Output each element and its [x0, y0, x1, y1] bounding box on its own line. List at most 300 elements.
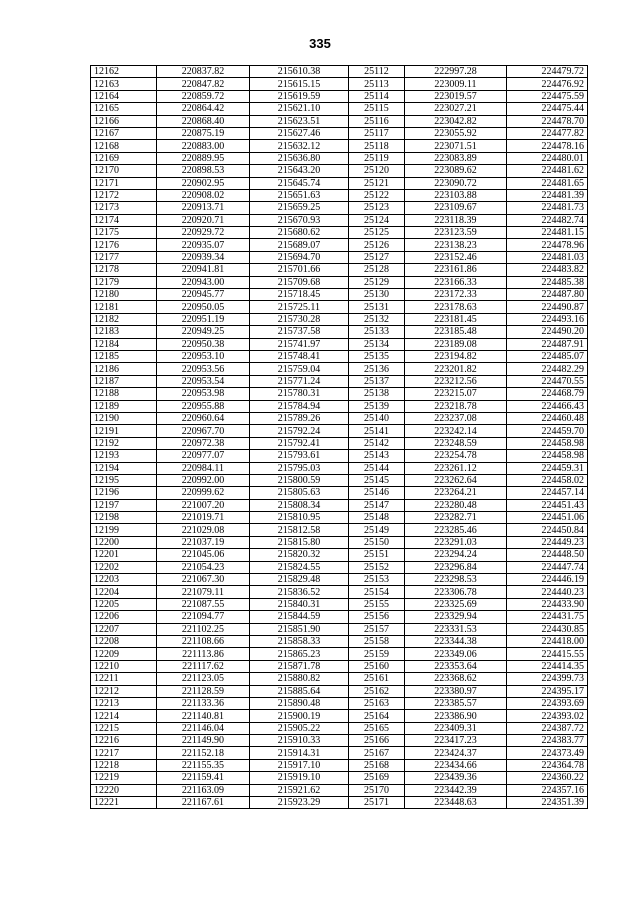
table-cell: 221079.11 [157, 586, 250, 598]
table-cell: 25112 [349, 66, 405, 78]
table-cell: 223166.33 [405, 276, 507, 288]
table-cell: 220889.95 [157, 152, 250, 164]
table-cell: 224475.59 [507, 90, 588, 102]
table-cell: 12213 [91, 697, 157, 709]
table-row [91, 264, 588, 276]
table-row [91, 685, 588, 697]
table-cell: 220935.07 [157, 239, 250, 251]
table-cell: 223434.66 [405, 759, 507, 771]
table-cell: 224460.48 [507, 412, 588, 424]
table-cell: 12167 [91, 127, 157, 139]
table-cell: 25138 [349, 388, 405, 400]
table-body [91, 66, 588, 809]
table-row [91, 648, 588, 660]
table-cell: 224481.15 [507, 227, 588, 239]
table-row [91, 90, 588, 102]
table-cell: 224448.50 [507, 549, 588, 561]
table-cell: 25141 [349, 425, 405, 437]
table-cell: 215793.61 [250, 450, 349, 462]
table-row [91, 487, 588, 499]
coordinate-table [90, 65, 588, 809]
table-cell: 25146 [349, 487, 405, 499]
table-cell: 223027.21 [405, 103, 507, 115]
table-cell: 220999.62 [157, 487, 250, 499]
table-row [91, 78, 588, 90]
table-cell: 224487.91 [507, 338, 588, 350]
table-cell: 220950.05 [157, 301, 250, 313]
table-cell: 215789.26 [250, 412, 349, 424]
table-cell: 224476.92 [507, 78, 588, 90]
table-cell: 215836.52 [250, 586, 349, 598]
table-cell: 215808.34 [250, 499, 349, 511]
table-row [91, 623, 588, 635]
table-cell: 223262.64 [405, 474, 507, 486]
table-cell: 223248.59 [405, 437, 507, 449]
table-cell: 25162 [349, 685, 405, 697]
table-cell: 25117 [349, 127, 405, 139]
table-cell: 220898.53 [157, 165, 250, 177]
table-row [91, 710, 588, 722]
table-cell: 223368.62 [405, 673, 507, 685]
table-cell: 223089.62 [405, 165, 507, 177]
table-cell: 224459.31 [507, 462, 588, 474]
table-cell: 223009.11 [405, 78, 507, 90]
table-cell: 25142 [349, 437, 405, 449]
table-cell: 221167.61 [157, 797, 250, 809]
table-cell: 220929.72 [157, 227, 250, 239]
table-cell: 12207 [91, 623, 157, 635]
table-cell: 220972.38 [157, 437, 250, 449]
table-row [91, 338, 588, 350]
table-row [91, 660, 588, 672]
table-cell: 215621.10 [250, 103, 349, 115]
table-cell: 25170 [349, 784, 405, 796]
table-cell: 223083.89 [405, 152, 507, 164]
table-cell: 224470.55 [507, 375, 588, 387]
table-cell: 224446.19 [507, 574, 588, 586]
table-cell: 12214 [91, 710, 157, 722]
table-cell: 215844.59 [250, 611, 349, 623]
table-cell: 12168 [91, 140, 157, 152]
table-cell: 25149 [349, 524, 405, 536]
table-cell: 25136 [349, 363, 405, 375]
table-row [91, 350, 588, 362]
table-cell: 224490.20 [507, 326, 588, 338]
table-cell: 224458.98 [507, 450, 588, 462]
table-cell: 221037.19 [157, 536, 250, 548]
table-row [91, 611, 588, 623]
table-cell: 220859.72 [157, 90, 250, 102]
table-cell: 215709.68 [250, 276, 349, 288]
table-cell: 224364.78 [507, 759, 588, 771]
table-cell: 215800.59 [250, 474, 349, 486]
table-cell: 220883.00 [157, 140, 250, 152]
table-cell: 224440.23 [507, 586, 588, 598]
table-row [91, 375, 588, 387]
table-row [91, 784, 588, 796]
table-cell: 223178.63 [405, 301, 507, 313]
table-cell: 215820.32 [250, 549, 349, 561]
table-cell: 223353.64 [405, 660, 507, 672]
table-cell: 224458.02 [507, 474, 588, 486]
table-cell: 220902.95 [157, 177, 250, 189]
table-cell: 12173 [91, 202, 157, 214]
table-cell: 221029.08 [157, 524, 250, 536]
table-cell: 221007.20 [157, 499, 250, 511]
table-cell: 224487.80 [507, 289, 588, 301]
table-cell: 25168 [349, 759, 405, 771]
table-row [91, 103, 588, 115]
table-cell: 224393.69 [507, 697, 588, 709]
table-cell: 25147 [349, 499, 405, 511]
table-cell: 215780.31 [250, 388, 349, 400]
table-row [91, 574, 588, 586]
table-cell: 223071.51 [405, 140, 507, 152]
table-cell: 12202 [91, 561, 157, 573]
table-cell: 215840.31 [250, 598, 349, 610]
table-cell: 223189.08 [405, 338, 507, 350]
table-cell: 215815.80 [250, 536, 349, 548]
table-cell: 221123.05 [157, 673, 250, 685]
table-cell: 215701.66 [250, 264, 349, 276]
table-cell: 12220 [91, 784, 157, 796]
table-cell: 25154 [349, 586, 405, 598]
table-cell: 220939.34 [157, 251, 250, 263]
table-cell: 221133.36 [157, 697, 250, 709]
table-cell: 223294.24 [405, 549, 507, 561]
table-cell: 220837.82 [157, 66, 250, 78]
table-cell: 223103.88 [405, 189, 507, 201]
table-cell: 223448.63 [405, 797, 507, 809]
table-cell: 12184 [91, 338, 157, 350]
table-cell: 215914.31 [250, 747, 349, 759]
table-cell: 224418.00 [507, 635, 588, 647]
table-cell: 25156 [349, 611, 405, 623]
table-cell: 223261.12 [405, 462, 507, 474]
table-cell: 224478.96 [507, 239, 588, 251]
table-cell: 215921.62 [250, 784, 349, 796]
table-row [91, 797, 588, 809]
table-cell: 25159 [349, 648, 405, 660]
table-cell: 224481.03 [507, 251, 588, 263]
table-cell: 25118 [349, 140, 405, 152]
table-cell: 220992.00 [157, 474, 250, 486]
table-cell: 25134 [349, 338, 405, 350]
table-cell: 215858.33 [250, 635, 349, 647]
table-cell: 220967.70 [157, 425, 250, 437]
table-cell: 215792.24 [250, 425, 349, 437]
table-cell: 25139 [349, 400, 405, 412]
table-cell: 223306.78 [405, 586, 507, 598]
table-cell: 224478.70 [507, 115, 588, 127]
table-cell: 224360.22 [507, 772, 588, 784]
table-cell: 25137 [349, 375, 405, 387]
table-cell: 223264.21 [405, 487, 507, 499]
table-cell: 25165 [349, 722, 405, 734]
table-cell: 215689.07 [250, 239, 349, 251]
table-cell: 220953.10 [157, 350, 250, 362]
table-cell: 25125 [349, 227, 405, 239]
table-row [91, 425, 588, 437]
table-cell: 224490.87 [507, 301, 588, 313]
table-row [91, 474, 588, 486]
table-cell: 12172 [91, 189, 157, 201]
table-cell: 25171 [349, 797, 405, 809]
table-cell: 224415.55 [507, 648, 588, 660]
table-cell: 221146.04 [157, 722, 250, 734]
table-cell: 25128 [349, 264, 405, 276]
table-cell: 215659.25 [250, 202, 349, 214]
table-cell: 12178 [91, 264, 157, 276]
table-cell: 223291.03 [405, 536, 507, 548]
table-cell: 224451.43 [507, 499, 588, 511]
table-cell: 215645.74 [250, 177, 349, 189]
table-cell: 25123 [349, 202, 405, 214]
table-cell: 25115 [349, 103, 405, 115]
table-cell: 221117.62 [157, 660, 250, 672]
table-row [91, 437, 588, 449]
table-cell: 224485.07 [507, 350, 588, 362]
table-cell: 221045.06 [157, 549, 250, 561]
table-cell: 223090.72 [405, 177, 507, 189]
table-cell: 224351.39 [507, 797, 588, 809]
table-cell: 25150 [349, 536, 405, 548]
table-cell: 223424.37 [405, 747, 507, 759]
table-cell: 224451.06 [507, 512, 588, 524]
table-cell: 25153 [349, 574, 405, 586]
table-row [91, 598, 588, 610]
table-cell: 25163 [349, 697, 405, 709]
table-cell: 12211 [91, 673, 157, 685]
table-row [91, 276, 588, 288]
table-cell: 221067.30 [157, 574, 250, 586]
table-cell: 25116 [349, 115, 405, 127]
table-cell: 221152.18 [157, 747, 250, 759]
table-row [91, 512, 588, 524]
table-row [91, 388, 588, 400]
table-row [91, 66, 588, 78]
table-cell: 224481.65 [507, 177, 588, 189]
table-cell: 215610.38 [250, 66, 349, 78]
table-cell: 223042.82 [405, 115, 507, 127]
table-cell: 25140 [349, 412, 405, 424]
table-row [91, 115, 588, 127]
table-cell: 220868.40 [157, 115, 250, 127]
table-cell: 223242.14 [405, 425, 507, 437]
table-cell: 215880.82 [250, 673, 349, 685]
table-cell: 224468.79 [507, 388, 588, 400]
table-row [91, 722, 588, 734]
table-cell: 12190 [91, 412, 157, 424]
table-cell: 12174 [91, 214, 157, 226]
table-cell: 223138.23 [405, 239, 507, 251]
table-cell: 12219 [91, 772, 157, 784]
table-cell: 223123.59 [405, 227, 507, 239]
table-cell: 221094.77 [157, 611, 250, 623]
table-cell: 215718.45 [250, 289, 349, 301]
table-cell: 223325.69 [405, 598, 507, 610]
table-cell: 220941.81 [157, 264, 250, 276]
table-cell: 215829.48 [250, 574, 349, 586]
table-cell: 25152 [349, 561, 405, 573]
table-cell: 12204 [91, 586, 157, 598]
table-cell: 220960.64 [157, 412, 250, 424]
table-row [91, 127, 588, 139]
table-cell: 215680.62 [250, 227, 349, 239]
table-cell: 215748.41 [250, 350, 349, 362]
table-cell: 25119 [349, 152, 405, 164]
table-cell: 223215.07 [405, 388, 507, 400]
table-cell: 223296.84 [405, 561, 507, 573]
table-cell: 215619.59 [250, 90, 349, 102]
table-cell: 223055.92 [405, 127, 507, 139]
table-cell: 215730.28 [250, 313, 349, 325]
table-cell: 12180 [91, 289, 157, 301]
table-cell: 224447.74 [507, 561, 588, 573]
table-row [91, 499, 588, 511]
table-cell: 215900.19 [250, 710, 349, 722]
table-cell: 25161 [349, 673, 405, 685]
table-cell: 215917.10 [250, 759, 349, 771]
table-cell: 223442.39 [405, 784, 507, 796]
table-cell: 215851.90 [250, 623, 349, 635]
table-cell: 25151 [349, 549, 405, 561]
table-cell: 220977.07 [157, 450, 250, 462]
table-cell: 12181 [91, 301, 157, 313]
table-cell: 224387.72 [507, 722, 588, 734]
table-cell: 12179 [91, 276, 157, 288]
table-cell: 223254.78 [405, 450, 507, 462]
table-cell: 12164 [91, 90, 157, 102]
table-cell: 12186 [91, 363, 157, 375]
table-cell: 220953.54 [157, 375, 250, 387]
table-row [91, 697, 588, 709]
table-cell: 224493.16 [507, 313, 588, 325]
table-cell: 12177 [91, 251, 157, 263]
table-cell: 25120 [349, 165, 405, 177]
table-cell: 25169 [349, 772, 405, 784]
table-cell: 12217 [91, 747, 157, 759]
table-cell: 223152.46 [405, 251, 507, 263]
table-cell: 12183 [91, 326, 157, 338]
table-cell: 215810.95 [250, 512, 349, 524]
table-cell: 25158 [349, 635, 405, 647]
table-row [91, 214, 588, 226]
table-cell: 224481.73 [507, 202, 588, 214]
table-cell: 223439.36 [405, 772, 507, 784]
table-row [91, 227, 588, 239]
table-cell: 221155.35 [157, 759, 250, 771]
table-cell: 12197 [91, 499, 157, 511]
table-cell: 215670.93 [250, 214, 349, 226]
table-cell: 12218 [91, 759, 157, 771]
table-cell: 224414.35 [507, 660, 588, 672]
table-cell: 224433.90 [507, 598, 588, 610]
table-cell: 223212.56 [405, 375, 507, 387]
table-row [91, 289, 588, 301]
table-cell: 215923.29 [250, 797, 349, 809]
table-cell: 215885.64 [250, 685, 349, 697]
table-row [91, 524, 588, 536]
table-row [91, 152, 588, 164]
table-cell: 25114 [349, 90, 405, 102]
table-cell: 223218.78 [405, 400, 507, 412]
table-cell: 12215 [91, 722, 157, 734]
table-cell: 221102.25 [157, 623, 250, 635]
table-cell: 223201.82 [405, 363, 507, 375]
table-cell: 224430.85 [507, 623, 588, 635]
table-cell: 223285.46 [405, 524, 507, 536]
table-cell: 224399.73 [507, 673, 588, 685]
table-cell: 12176 [91, 239, 157, 251]
table-cell: 215651.63 [250, 189, 349, 201]
table-cell: 215694.70 [250, 251, 349, 263]
table-cell: 12200 [91, 536, 157, 548]
table-cell: 222997.28 [405, 66, 507, 78]
table-row [91, 301, 588, 313]
table-cell: 220950.38 [157, 338, 250, 350]
table-cell: 221140.81 [157, 710, 250, 722]
table-cell: 224373.49 [507, 747, 588, 759]
table-cell: 223380.97 [405, 685, 507, 697]
table-cell: 25148 [349, 512, 405, 524]
table-cell: 12193 [91, 450, 157, 462]
table-cell: 215792.41 [250, 437, 349, 449]
table-cell: 25166 [349, 735, 405, 747]
table-row [91, 363, 588, 375]
table-cell: 224395.17 [507, 685, 588, 697]
table-cell: 25132 [349, 313, 405, 325]
table-cell: 215871.78 [250, 660, 349, 672]
table-cell: 12165 [91, 103, 157, 115]
table-cell: 25157 [349, 623, 405, 635]
table-cell: 224479.72 [507, 66, 588, 78]
table-row [91, 772, 588, 784]
table-cell: 224480.01 [507, 152, 588, 164]
table-cell: 224477.82 [507, 127, 588, 139]
table-cell: 220875.19 [157, 127, 250, 139]
table-row [91, 759, 588, 771]
table-cell: 224357.16 [507, 784, 588, 796]
table-cell: 221163.09 [157, 784, 250, 796]
table-cell: 223019.57 [405, 90, 507, 102]
table-row [91, 673, 588, 685]
table-cell: 223409.31 [405, 722, 507, 734]
table-cell: 224483.82 [507, 264, 588, 276]
table-cell: 223185.48 [405, 326, 507, 338]
table-cell: 215824.55 [250, 561, 349, 573]
table-cell: 224450.84 [507, 524, 588, 536]
table-cell: 224458.98 [507, 437, 588, 449]
table-cell: 25113 [349, 78, 405, 90]
table-cell: 25155 [349, 598, 405, 610]
table-row [91, 412, 588, 424]
table-cell: 12199 [91, 524, 157, 536]
table-row [91, 536, 588, 548]
table-cell: 223282.71 [405, 512, 507, 524]
table-cell: 224475.44 [507, 103, 588, 115]
table-cell: 25167 [349, 747, 405, 759]
table-cell: 12208 [91, 635, 157, 647]
table-cell: 25145 [349, 474, 405, 486]
table-cell: 12162 [91, 66, 157, 78]
table-cell: 224449.23 [507, 536, 588, 548]
table-cell: 12182 [91, 313, 157, 325]
page-number: 335 [309, 36, 331, 51]
table-cell: 215910.33 [250, 735, 349, 747]
table-row [91, 462, 588, 474]
table-cell: 221108.66 [157, 635, 250, 647]
